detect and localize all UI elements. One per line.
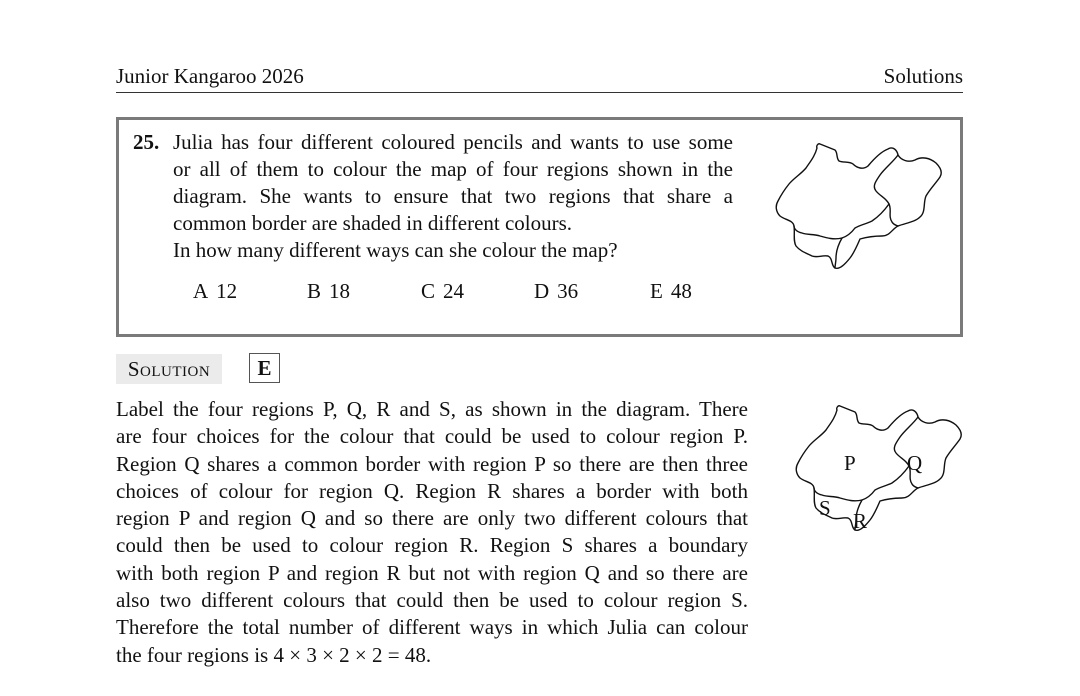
option-letter: B [307,279,322,303]
solution-line: Region Q shares a common border with region P so there are then three [116,451,748,476]
option-value: 48 [670,279,692,303]
question-line: In how many different ways can she colour the map? [173,238,618,262]
solution-line: also two different colours that could then be used to colour region S. [116,588,748,613]
option-value: 18 [329,279,351,303]
header-title: Junior Kangaroo 2026 [116,64,304,88]
question-line: or all of them to colour the map of four regions shown in the [173,157,733,181]
option-letter: D [534,279,550,303]
option-value: 36 [557,279,579,303]
solution-line: region P and region Q and so there are only two different colours that [116,506,748,531]
answer-box: E [249,353,280,383]
solution-line: Label the four regions P, Q, R and S, as shown in the diagram. There [116,397,748,421]
question-number: 25. [133,130,160,154]
solution-line: choices of colour for region Q. Region R shares a border with both [116,478,748,503]
question-line: Julia has four different coloured pencils and wants to use some [173,130,733,154]
solution-line: the four regions is 4 × 3 × 2 × 2 = 48. [116,642,432,667]
option-value: 24 [443,279,465,303]
header-section: Solutions [883,64,963,88]
option-letter: A [193,279,209,303]
solution-line: Therefore the total number of different ways in which Julia can colour [116,615,748,640]
solution-badge: Solution [116,354,222,384]
question-line: common border are shaded in different colours. [173,211,573,235]
region-label-p: P [844,451,856,475]
region-label-s: S [819,496,831,520]
solution-line: could then be used to colour region R. Region S shares a boundary [116,533,748,558]
solution-line: with both region P and region R but not with region Q and so there are [116,560,748,585]
region-label-q: Q [907,451,923,475]
question-line: diagram. She wants to ensure that two regions that share a [173,184,733,208]
solution-line: are four choices for the colour that could be used to colour region P. [116,424,748,449]
option-letter: C [421,279,436,303]
option-value: 12 [216,279,238,303]
option-letter: E [650,279,663,303]
region-label-r: R [853,509,868,533]
